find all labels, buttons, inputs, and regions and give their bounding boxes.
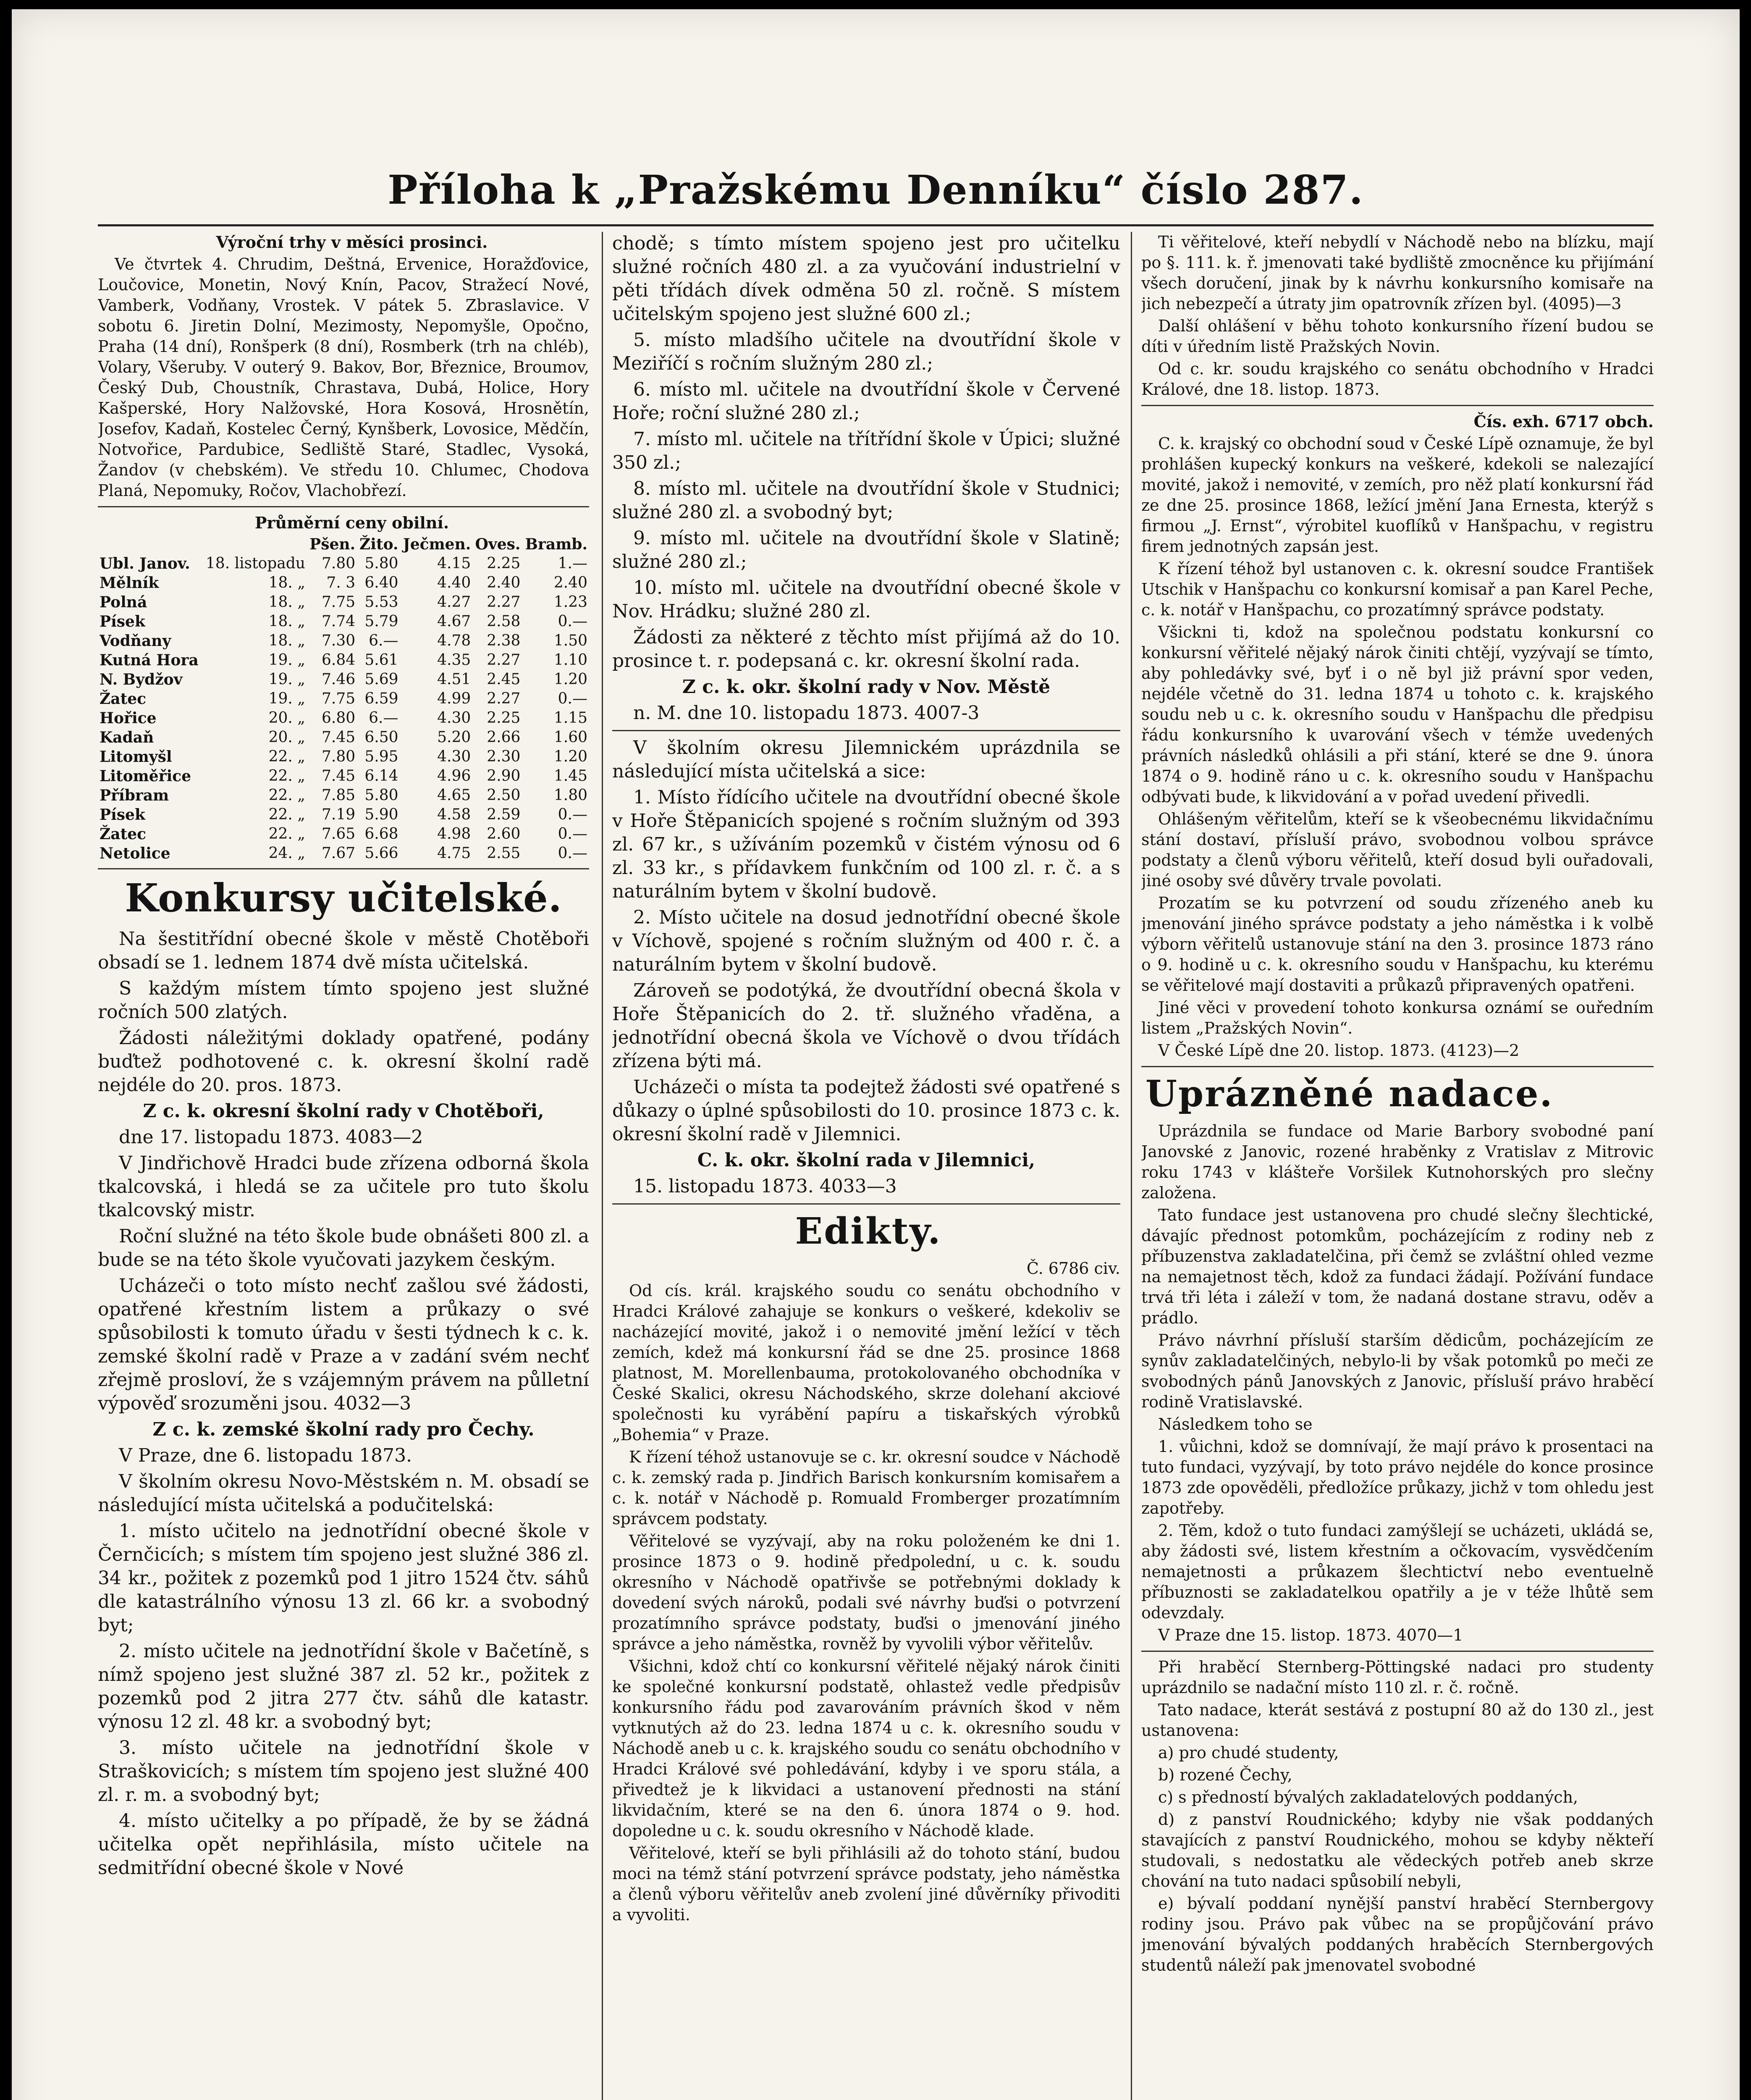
table-cell: 0.— — [558, 845, 587, 862]
section-divider — [1141, 1651, 1654, 1652]
table-cell: 2.58 — [487, 613, 521, 630]
table-cell: 22. „ — [268, 748, 305, 765]
paragraph: 1. místo učitelo na jednotřídní obecné škole v Černčicích; s místem tím spojeno jest služné 386 zl. 34 kr., požitek z pozemků pod 1 jitro 1524 čtv. sáhů dle katastrálního výnosu 13 zl. 66 kr. a svobodný byt; — [98, 1520, 589, 1636]
table-cell: 4.51 — [437, 671, 471, 688]
paragraph: 6. místo ml. učitele na dvoutřídní škole v Červené Hoře; roční služné 280 zl.; — [612, 379, 1120, 424]
table-row — [98, 573, 589, 593]
table-row — [98, 651, 589, 670]
table-row — [98, 631, 589, 651]
table-cell: N. Bydžov — [100, 671, 183, 688]
signoff: Z c. k. okr. školní rady v Nov. Městě — [682, 676, 1051, 698]
table-cell: 1.— — [558, 555, 587, 572]
table-row — [98, 805, 589, 824]
table-cell: 4.58 — [437, 806, 471, 823]
table-row — [98, 612, 589, 631]
signoff-date: dne 17. listopadu 1873. 4083—2 — [119, 1126, 423, 1148]
table-cell: 19. „ — [268, 690, 305, 707]
table-header-cell: Bramb. — [525, 536, 587, 553]
paragraph: Tato fundace jest ustanovena pro chudé slečny šlechtické, dávajíc přednost potomkům, pocházejícím z rodiny neb z příbuzenstva zakladatelčina, při čemž se zvláštní ohled vezme na nemajetnost těch, kdož za fundaci žádají. Požívání fundace trvá tři léta i záleží v tom, že nadaná dostane stravu, oděv a prádlo. — [1141, 1206, 1654, 1327]
paragraph: 8. místo ml. učitele na dvoutřídní škole v Studnici; služné 280 zl. a svobodný byt; — [612, 478, 1120, 523]
table-cell: 4.78 — [437, 632, 471, 649]
table-cell: 7.45 — [321, 767, 356, 785]
paragraph: S každým místem tímto spojeno jest služné ročních 500 zlatých. — [98, 978, 589, 1023]
table-cell: Žatec — [100, 825, 147, 843]
section-divider — [1141, 405, 1654, 406]
table-row — [98, 844, 589, 863]
table-cell: 2.25 — [487, 709, 521, 727]
table-cell: Písek — [100, 613, 145, 630]
table-row — [98, 670, 589, 689]
section-divider — [98, 506, 589, 507]
table-cell: Netolice — [100, 845, 170, 862]
table-cell: 2.27 — [487, 651, 521, 669]
table-cell: 5.69 — [364, 671, 398, 688]
table-cell: 2.45 — [487, 671, 521, 688]
paragraph: 2. Místo učitele na dosud jednotřídní obecné škole v Víchově, spojené s ročním služným od 400 r. č. a naturálním bytem v školní budově. — [612, 907, 1120, 975]
signoff: Z c. k. okresní školní rady v Chotěboři, — [143, 1100, 544, 1122]
table-cell: 6.50 — [364, 729, 398, 746]
table-cell: 7.74 — [321, 613, 356, 630]
paragraph: Ti věřitelové, kteří nebydlí v Náchodě nebo na blízku, mají po §. 111. k. ř. jmenovati také bydliště zmocněnce ku přijímání všech doručení, jinak by k návrhu konkursního komisaře na jich nebezpečí a útraty jim opatrovník zřízen byl. (4095)—3 — [1141, 233, 1654, 313]
table-cell: 22. „ — [268, 806, 305, 823]
table-row — [98, 824, 589, 844]
paragraph: chodě; s tímto místem spojeno jest pro učitelku služné ročních 480 zl. a za vyučování industrielní v pěti třídách dívek odměna 50 zl. ročně. S místem učitelským spojeno jest služné 600 zl.; — [612, 233, 1120, 325]
paragraph: Tato nadace, kterát sestává z postupní 80 až do 130 zl., jest ustanovena: — [1141, 1701, 1654, 1740]
markets-text: Ve čtvrtek 4. Chrudim, Deštná, Ervenice, Horažďovice, Loučovice, Monetin, Nový Knín, Pacov, Stražecí Nové, Vamberk, Vodňany, Vrostek. V pátek 5. Zbraslavice. V sobotu 6. Jiretin Dolní, Mezimosty, Nepomyšle, Opočno, Praha (14 dní), Ronšperk (8 dní), Rosmberk (trh na chléb), Volary, Všeruby. V outerý 9. Bakov, Bor, Březnice, Broumov, Český Dub, Choustník, Chrastava, Dubá, Holice, Hory Kašperské, Hory Nalžovské, Hora Kosová, Hrosnětín, Josefov, Kadaň, Kostelec Černý, Kynšberk, Lovosice, Mědčín, Notvořice, Pardubice, Sedliště Staré, Stadlec, Vysoká, Žandov (v chebském). Ve středu 10. Chlumec, Chodova Planá, Nepomuky, Ročov, Vlachobřezí. — [98, 255, 589, 500]
table-cell: 2.59 — [487, 806, 521, 823]
table-cell: 18. listopadu — [205, 555, 305, 572]
table-cell: 4.67 — [437, 613, 471, 630]
signoff-date: V Praze, dne 6. listopadu 1873. — [119, 1445, 412, 1466]
table-cell: 1.10 — [553, 651, 587, 669]
column-1 — [98, 232, 589, 2100]
table-cell: 5.79 — [364, 613, 398, 630]
table-cell: 22. „ — [268, 787, 305, 804]
paragraph: Žádosti za některé z těchto míst přijímá až do 10. prosince t. r. podepsaná c. kr. okresní školní rada. — [612, 627, 1120, 672]
table-cell: Písek — [100, 806, 145, 824]
table-cell: 20. „ — [268, 709, 305, 727]
table-cell: 2.25 — [487, 555, 521, 572]
table-cell: 6.40 — [364, 574, 398, 591]
paragraph: 2. Těm, kdož o tuto fundaci zamýšlejí se ucházeti, ukládá se, aby žádosti své, listem křestním a očkovacím, vysvědčením nemajetnosti a průkazem šlechtictví nebo eventuelně příbuznosti se zakladatelkou opatřily a je v téže lhůtě sem odevzdaly. — [1141, 1521, 1654, 1622]
table-cell: 2.60 — [487, 825, 521, 843]
table-row — [98, 786, 589, 805]
table-cell: 1.80 — [553, 787, 587, 804]
paragraph: K řízení téhož ustanovuje se c. kr. okresní soudce v Náchodě c. k. zemský rada p. Jindřich Barisch konkursním komisařem a c. k. notář v Náchodě p. Romuald Fromberger prozatímním správcem podstaty. — [612, 1448, 1120, 1528]
table-cell: 7.67 — [321, 845, 356, 862]
table-cell: 6.80 — [321, 709, 356, 727]
signoff: C. k. okr. školní rada v Jilemnici, — [697, 1150, 1035, 1171]
edict-number: Č. 6786 civ. — [1026, 1259, 1120, 1278]
header-rule — [98, 224, 1654, 226]
table-cell: 18. „ — [268, 632, 305, 649]
table-cell: 20. „ — [268, 729, 305, 746]
table-row — [98, 766, 589, 786]
table-cell: 4.65 — [437, 787, 471, 804]
paragraph: C. k. krajský co obchodní soud v České Lípě oznamuje, že byl prohlášen kupecký konkurs na veškeré, kdekoli se nalezající movité, jakož i nemovité, v zemích, pro něž platí konkursní řád ze dne 25. prosince 1868, ležící jmění Jana Ernesta, kterýž s firmou „J. Ernst“, výrobitel kuoflíků v Hanšpachu, v registru firem jednotných zapsán jest. — [1141, 434, 1654, 556]
table-cell: 2.66 — [487, 729, 521, 746]
table-cell: 0.— — [558, 613, 587, 630]
table-cell: 7.85 — [321, 787, 356, 804]
paragraph: 4. místo učitelky a po případě, že by se žádná učitelka opět nepřihlásila, místo učitele na sedmitřídní obecné škole v Nové — [98, 1810, 589, 1879]
signoff-date: n. M. dne 10. listopadu 1873. 4007-3 — [633, 702, 980, 724]
column-divider — [602, 232, 603, 2100]
table-cell: Kadaň — [100, 729, 154, 746]
paragraph: Od c. kr. soudu krajského co senátu obchodního v Hradci Králové, dne 18. listop. 1873. — [1141, 360, 1654, 399]
table-cell: 4.40 — [437, 574, 471, 591]
paragraph: 10. místo ml. učitele na dvoutřídní obecné škole v Nov. Hrádku; služné 280 zl. — [612, 577, 1120, 622]
paragraph: V Jindřichově Hradci bude zřízena odborná škola tkalcovská, i hledá se za učitele pro tuto školu tkalcovský mistr. — [98, 1152, 589, 1221]
table-cell: 2.38 — [487, 632, 521, 649]
table-header-row — [98, 535, 589, 554]
table-cell: 5.61 — [364, 651, 398, 669]
table-cell: 4.98 — [437, 825, 471, 843]
table-row — [98, 593, 589, 612]
table-cell: 1.45 — [553, 767, 587, 785]
table-cell: 2.90 — [487, 767, 521, 785]
list-item: d) z panství Roudnického; kdyby nie však poddaných stavajících z panství Roudnického, mohou se kdyby někteří studovali, s nedostatku ale vědeckých potřeb aneb skrze chování na tuto nadaci spůsobilí nebyli, — [1141, 1810, 1654, 1890]
table-cell: 2.27 — [487, 690, 521, 707]
table-cell: 1.60 — [553, 729, 587, 746]
section-divider — [612, 1203, 1120, 1205]
table-cell: Polná — [100, 593, 147, 611]
table-cell: 5.80 — [364, 555, 398, 572]
paragraph: Uprázdnila se fundace od Marie Barbory svobodné paní Janovské z Janovic, rozené hraběnky z Vratislav z Mitrovic roku 1743 v klášteře Voršilek Kutnohorských pro slečny založena. — [1141, 1122, 1654, 1202]
table-cell: 18. „ — [268, 613, 305, 630]
table-cell: 18. „ — [268, 593, 305, 611]
table-cell: 7. 3 — [326, 574, 356, 591]
list-item: b) rozené Čechy, — [1158, 1766, 1292, 1784]
column-divider — [1131, 232, 1132, 2100]
table-cell: 4.35 — [437, 651, 471, 669]
grain-prices-table — [98, 535, 589, 863]
konkursy-title: Konkursy učitelské. — [125, 875, 562, 921]
paragraph: 3. místo učitele na jednotřídní škole v Straškovicích; s místem tím spojeno jest služné 400 zl. r. m. a svobodný byt; — [98, 1737, 589, 1806]
table-cell: 18. „ — [268, 574, 305, 591]
paragraph: 5. místo mladšího učitele na dvoutřídní škole v Meziříčí s ročním služným 280 zl.; — [612, 329, 1120, 374]
table-cell: 0.— — [558, 806, 587, 823]
table-cell: 4.15 — [437, 555, 471, 572]
table-header-cell: Ječmen. — [403, 536, 471, 553]
table-cell: 4.27 — [437, 593, 471, 611]
paragraph: Věřitelové se vyzývají, aby na roku položeném ke dni 1. prosince 1873 o 9. hodině předpolední, u c. k. soudu okresního v Náchodě opatřivše se potřebnými doklady k dovedení svých nároků, podali své návrhy buďsi o potvrzení prozatímního správce podstaty, buďsi o jmenování jiného správce a jeho náměstka, rovněž by vyvolili výbor věřitelův. — [612, 1532, 1120, 1653]
paragraph: 9. místo ml. učitele na dvoutřídní škole v Slatině; služné 280 zl.; — [612, 528, 1120, 572]
table-cell: 6.— — [369, 709, 398, 727]
table-cell: 1.15 — [553, 709, 587, 727]
paragraph: Roční služné na této škole bude obnášeti 800 zl. a bude se na této škole vyučovati jazykem českým. — [98, 1226, 589, 1270]
paragraph: Při hraběcí Sternberg-Pöttingské nadaci pro studenty uprázdnilo se nadační místo 110 zl. r. č. ročně. — [1141, 1658, 1654, 1697]
signoff-date: V Praze dne 15. listop. 1873. 4070—1 — [1158, 1626, 1463, 1644]
table-cell: 0.— — [558, 690, 587, 707]
paragraph: Zároveň se podotýká, že dvoutřídní obecná škola v Hoře Štěpanicích do 2. tř. služného vřaděna, a jednotřídní obecná škola ve Víchově o dvou třídách zřízena býti má. — [612, 980, 1120, 1072]
table-cell: Hořice — [100, 709, 157, 727]
table-header-cell — [202, 535, 307, 554]
table-cell: 6.14 — [364, 767, 398, 785]
paragraph: Další ohlášení v běhu tohoto konkursního řízení budou se díti v úředním listě Pražských Novin. — [1141, 317, 1654, 356]
uprazdnene-title: Uprázněné nadace. — [1145, 1073, 1554, 1115]
table-row — [98, 709, 589, 728]
table-cell: 2.40 — [553, 574, 587, 591]
table-cell: 19. „ — [268, 671, 305, 688]
paragraph: 7. místo ml. učitele na třítřídní škole v Úpici; služné 350 zl.; — [612, 428, 1120, 473]
paragraph: V školním okresu Novo-Městském n. M. obsadí se následující místa učitelská a podučitelská: — [98, 1471, 589, 1516]
list-item: c) s předností bývalých zakladatelových poddaných, — [1158, 1788, 1578, 1806]
table-header-cell — [98, 535, 202, 554]
table-cell: 7.19 — [321, 806, 356, 823]
table-cell: 6.84 — [321, 651, 356, 669]
table-row — [98, 689, 589, 709]
table-cell: 5.80 — [364, 787, 398, 804]
table-row — [98, 747, 589, 766]
table-cell: 7.46 — [321, 671, 356, 688]
table-cell: Vodňany — [100, 632, 171, 650]
table-cell: 2.40 — [487, 574, 521, 591]
table-cell: 6.68 — [364, 825, 398, 843]
section-divider — [98, 868, 589, 869]
paragraph: 1. vůichni, kdož se domnívají, že mají právo k prosentaci na tuto fundaci, vyzývají, by toto právo nejdéle do konce prosince 1873 zde opověděli, předložíce průkazy, jichž v tom ohledu jest zapotřeby. — [1141, 1437, 1654, 1517]
table-cell: 7.75 — [321, 593, 356, 611]
table-cell: Příbram — [100, 787, 169, 804]
table-header-cell: Žito. — [359, 536, 398, 553]
table-cell: 1.20 — [553, 748, 587, 765]
table-cell: Kutná Hora — [100, 651, 199, 669]
table-cell: 5.66 — [364, 845, 398, 862]
signoff-date: V České Lípě dne 20. listop. 1873. (4123)—2 — [1158, 1041, 1520, 1060]
paragraph: Následkem toho se — [1158, 1415, 1313, 1433]
paragraph: Prozatím se ku potvrzení od soudu zřízeného aneb ku jmenování jiného správce podstaty a jeho náměstka i k volbě výborn věřitelů ustanovuje stání na den 3. prosince 1873 ráno o 9. hodině u c. k. okresního soudu v Hanšpachu, ku kterému se věřitelové mají dostaviti a průkazů připravených opatřeni. — [1141, 894, 1654, 995]
signoff-date: 15. listopadu 1873. 4033—3 — [633, 1176, 897, 1197]
table-cell: 7.75 — [321, 690, 356, 707]
table-cell: 5.95 — [364, 748, 398, 765]
table-cell: 6.— — [369, 632, 398, 649]
table-cell: 2.55 — [487, 845, 521, 862]
paragraph: K řízení téhož byl ustanoven c. k. okresní soudce František Utschik v Hanšpachu co konkursní komisař a pan Karel Peche, c. k. notář v Hanšpachu, co prozatímný správce podstaty. — [1141, 559, 1654, 619]
table-cell: 4.75 — [437, 845, 471, 862]
paragraph: Od cís. král. krajského soudu co senátu obchodního v Hradci Králové zahajuje se konkurs o veškeré, kdekoliv se nacházející movité, jakož i o nemovité jmění ležící v těch zemích, kdež má konkursní řád se dne 25. prosince 1868 platnost, M. Morellenbauma, protokolovaného obchodníka v České Skalici, okresu Náchodského, skrze dolehaní akciové společnosti ku vyrábění papíru a tiskařských výrobků „Bohemia“ v Praze. — [612, 1281, 1120, 1444]
markets-title: Výroční trhy v měsíci prosinci. — [216, 233, 488, 252]
table-cell: 4.96 — [437, 767, 471, 785]
table-header-cell: Oves. — [475, 536, 521, 553]
table-cell: 1.20 — [553, 671, 587, 688]
table-cell: 19. „ — [268, 651, 305, 669]
paragraph: Všickni ti, kdož na společnou podstatu konkursní co konkursní věřitelé nějaký nárok činiti chtějí, vyzývají se tímto, aby pohledávky své, byť i o ně byl již právní spor veden, nejdéle včetně do 31. ledna 1874 u tohoto c. k. krajského soudu neb u c. k. okresního soudu v Hanšpachu dle předpisu řádu konkursního k uvarování všech v témže uvedených právních následků ohlásili a při stání, které se dne 9. února 1874 o 9. hodině ráno u c. k. okresního soudu v Hanšpachu odbývati bude, k likvidování a v pořad uvedení přivedli. — [1141, 623, 1654, 806]
table-cell: 5.90 — [364, 806, 398, 823]
table-cell: 7.65 — [321, 825, 356, 843]
table-cell: 2.27 — [487, 593, 521, 611]
paragraph: Žádosti náležitými doklady opatřené, podány buďtež podhotovené c. k. okresní školní radě nejdéle do 20. pros. 1873. — [98, 1027, 589, 1096]
section-divider — [612, 730, 1120, 731]
table-cell: Ubl. Janov. — [100, 555, 190, 572]
table-cell: 0.— — [558, 825, 587, 843]
list-item: a) pro chudé studenty, — [1158, 1743, 1339, 1762]
table-cell: 1.50 — [553, 632, 587, 649]
prices-title: Průměrní ceny obilní. — [254, 513, 449, 532]
table-cell: 5.53 — [364, 593, 398, 611]
exhibit-number: Čís. exh. 6717 obch. — [1473, 412, 1654, 431]
paragraph: Ucházeči o místa ta podejtež žádosti své opatřené s důkazy o úplné spůsobilosti do 10. prosince 1873 c. k. okresní školní radě v Jilemnici. — [612, 1076, 1120, 1145]
table-header-cell: Pšen. — [309, 536, 356, 553]
table-cell: Litoměřice — [100, 767, 191, 785]
table-cell: 24. „ — [268, 845, 305, 862]
paragraph: 1. Místo řídícího učitele na dvoutřídní obecné škole v Hoře Štěpanicích spojené s ročním služným od 393 zl. 67 kr., s užíváním pozemků v čistém výnosu od 6 zl. 33 kr., s přídavkem funkčním od 100 zl. r. č. a s naturálním bytem v školní budově. — [612, 787, 1120, 902]
newspaper-page — [12, 9, 1740, 2100]
table-cell: 7.45 — [321, 729, 356, 746]
table-cell: Mělník — [100, 574, 159, 592]
table-cell: 2.50 — [487, 787, 521, 804]
paragraph: Všichni, kdož chtí co konkursní věřitelé nějaký nárok činiti ke společné konkursní podstatě, ohlastež vedle předpisův konkursního řádu pod zavarováním právních škod v něm vytknutých až do 23. ledna 1874 u c. k. okresního soudu v Náchodě aneb u c. k. krajského soudu co senátu obchodního v Hradci Králové své pohledávání, kdyby i ve sporu stála, a přivedtež je k likvidaci a ustanovení přednosti na stání likvidačním, které se na den 6. února 1874 o 9. hod. dopoledne u c. k. soudu okresního v Náchodě klade. — [612, 1657, 1120, 1840]
table-cell: 6.59 — [364, 690, 398, 707]
paragraph: Právo návrhní přísluší starším dědicům, pocházejícím ze synův zakladatelčiných, nebylo-li by však potomků po meči ze svobodných pánů Janovských z Janovic, přísluší právo hraběcí rodině Vratislavské. — [1141, 1331, 1654, 1411]
table-cell: 2.30 — [487, 748, 521, 765]
paragraph: Ucházeči o toto místo nechť zašlou své žádosti, opatřené křestním listem a průkazy o své spůsobilosti k tomuto úřadu v šesti týdnech k c. k. zemské školní radě v Praze a v zadání svém nechť zřejmě prosloví, že s vzájemným právem na půlletní výpověď srozuměni jsou. 4032—3 — [98, 1275, 589, 1414]
table-cell: 4.99 — [437, 690, 471, 707]
table-cell: Žatec — [100, 690, 147, 708]
paragraph: V školním okresu Jilemnickém uprázdnila se následující místa učitelská a sice: — [612, 737, 1120, 782]
table-cell: 4.30 — [437, 748, 471, 765]
page-header: Příloha k „Pražskému Denníku“ číslo 287. — [388, 167, 1364, 213]
paragraph: Věřitelové, kteří se byli přihlásili až do tohoto stání, budou moci na témž stání potvrzení správce podstaty, jeho náměstka a členů výboru věřitelův aneb zvolení jiné důvěrníky přivoditi a vyvoliti. — [612, 1844, 1120, 1924]
table-cell: 22. „ — [268, 825, 305, 843]
paragraph: 2. místo učitele na jednotřídní škole v Bačetíně, s nímž spojeno jest služné 387 zl. 52 kr., požitek z pozemků pod 2 jitra 277 čtv. sáhů dle katastr. výnosu 12 zl. 48 kr. a svobodný byt; — [98, 1641, 589, 1732]
paragraph: Na šestitřídní obecné škole v městě Chotěboři obsadí se 1. lednem 1874 dvě místa učitelská. — [98, 928, 589, 973]
table-cell: 22. „ — [268, 767, 305, 785]
table-cell: Litomyšl — [100, 748, 172, 766]
paragraph: Jiné věci v provedení tohoto konkursa oznámí se ouředním listem „Pražských Novin“. — [1141, 998, 1654, 1037]
paragraph: Ohlášeným věřitelům, kteří se k všeobecnému likvidačnímu stání dostaví, přísluší právo, svobodnou volbou správce podstaty a členů výboru věřitelů, kteří dosud byli ouřadovali, jiné osoby své důvěry trvale povolati. — [1141, 810, 1654, 890]
table-cell: 4.30 — [437, 709, 471, 727]
edikty-title: Edikty. — [795, 1210, 942, 1252]
column-3 — [1141, 232, 1654, 2100]
table-cell: 1.23 — [553, 593, 587, 611]
column-2 — [612, 232, 1120, 2100]
table-cell: 7.30 — [321, 632, 356, 649]
section-divider — [1141, 1066, 1654, 1067]
table-cell: 5.20 — [437, 729, 471, 746]
table-row — [98, 728, 589, 747]
table-cell: 7.80 — [321, 748, 356, 765]
table-cell: 7.80 — [321, 555, 356, 572]
list-item: e) bývalí poddaní nynější panství hraběcí Sternbergovy rodiny jsou. Právo pak vůbec na se propůjčování právo jmenování bývalých poddaných hraběcích Sternbergových studentů náleží pak jmenovatel svobodné — [1141, 1894, 1654, 1974]
table-row — [98, 554, 589, 573]
signoff: Z c. k. zemské školní rady pro Čechy. — [152, 1419, 535, 1440]
